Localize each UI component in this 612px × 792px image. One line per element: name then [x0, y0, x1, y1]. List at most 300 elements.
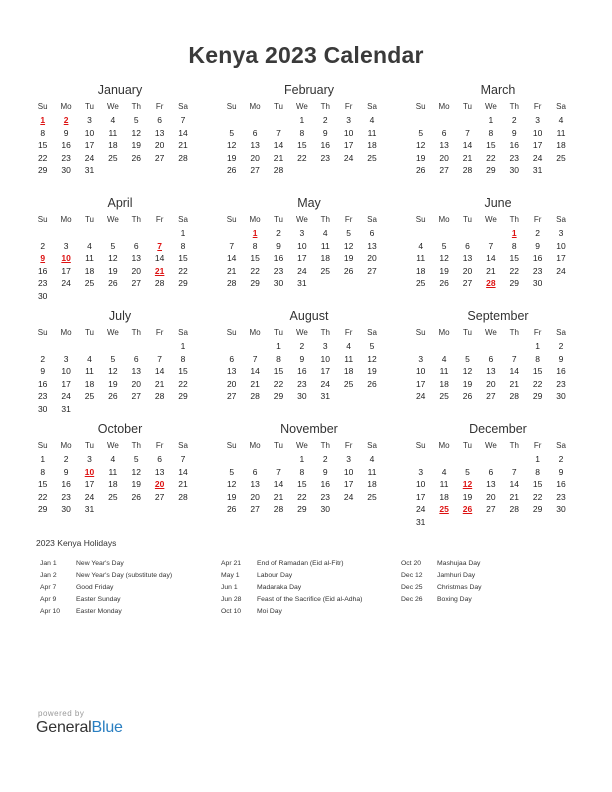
month-name: October — [97, 422, 143, 436]
day-cell: 26 — [226, 165, 237, 175]
day-cell: 18 — [108, 479, 118, 489]
day-cell: 16 — [556, 479, 566, 489]
empty-cell — [101, 227, 124, 240]
day-cell: 18 — [439, 378, 449, 389]
day-cell: 7 — [511, 466, 517, 477]
weekday-header: Tu — [273, 441, 283, 450]
day-cell: 14 — [462, 140, 473, 150]
weekday-header: Fr — [155, 328, 164, 337]
day-cell: 3 — [346, 454, 352, 464]
day-cell: 31 — [61, 403, 71, 414]
day-cell: 30 — [61, 165, 71, 175]
weekday-header: We — [484, 441, 497, 450]
month-october — [31, 421, 203, 534]
day-cell: 28 — [178, 152, 188, 163]
day-cell: 11 — [85, 366, 94, 376]
day-cell: 22 — [178, 265, 188, 276]
day-cell: 8 — [180, 240, 186, 251]
day-cell: 28 — [273, 504, 284, 514]
day-cell: 11 — [416, 253, 426, 263]
day-cell: 8 — [535, 353, 541, 364]
day-cell: 1 — [535, 341, 541, 351]
holiday-date: Jan 1 — [40, 560, 57, 567]
day-cell: 17 — [415, 378, 426, 389]
day-cell: 4 — [418, 240, 424, 251]
day-cell: 22 — [509, 265, 519, 276]
day-cell: 6 — [488, 466, 494, 477]
weekday-header: Tu — [84, 102, 94, 111]
day-cell: 15 — [178, 253, 188, 263]
weekday-header: Th — [509, 441, 519, 450]
day-cell: 30 — [37, 290, 48, 301]
day-cell: 20 — [367, 253, 377, 263]
day-cell: 10 — [556, 240, 566, 251]
holiday-name: Madaraka Day — [257, 584, 302, 591]
month-name: August — [289, 309, 329, 323]
day-cell: 28 — [154, 391, 165, 401]
day-cell: 13 — [250, 140, 260, 150]
holiday-row — [221, 570, 362, 582]
empty-cell — [432, 114, 455, 127]
day-cell: 21 — [462, 152, 473, 163]
day-cell: 12 — [462, 366, 473, 376]
day-cell: 10 — [415, 366, 426, 376]
day-cell: 17 — [84, 140, 95, 150]
month-november — [220, 421, 392, 534]
day-cell: 10 — [415, 479, 426, 489]
day-cell: 29 — [486, 165, 496, 175]
day-cell: 3 — [418, 466, 424, 477]
day-cell: 2 — [299, 341, 305, 351]
day-cell: 16 — [37, 378, 48, 389]
day-cell: 3 — [418, 353, 424, 364]
month-january — [31, 82, 203, 195]
weekday-header: We — [106, 441, 119, 450]
day-cell: 21 — [226, 265, 237, 276]
holiday-day: 9 — [40, 253, 46, 263]
holiday-name: End of Ramadan (Eid al-Fitr) — [257, 560, 344, 567]
weekday-header: Th — [131, 215, 141, 224]
day-cell: 31 — [297, 278, 307, 288]
day-cell: 13 — [486, 366, 496, 376]
weekday-header: Fr — [155, 215, 164, 224]
day-cell: 2 — [535, 228, 541, 238]
day-cell: 18 — [556, 140, 566, 150]
weekday-header: Sa — [178, 102, 188, 111]
day-cell: 18 — [84, 378, 95, 389]
weekday-header: Mo — [249, 441, 261, 450]
day-cell: 11 — [556, 127, 566, 138]
day-cell: 19 — [462, 378, 473, 389]
day-cell: 29 — [273, 391, 284, 401]
day-cell: 5 — [133, 115, 139, 125]
month-name: February — [283, 83, 335, 97]
day-cell: 27 — [250, 165, 260, 175]
day-cell: 6 — [229, 353, 235, 364]
day-cell: 2 — [40, 353, 46, 364]
holiday-date: Oct 20 — [401, 560, 422, 567]
day-cell: 8 — [488, 127, 494, 138]
empty-cell — [456, 227, 479, 240]
holiday-row — [40, 582, 172, 594]
day-cell: 26 — [131, 491, 141, 502]
day-cell: 22 — [37, 152, 48, 163]
month-september — [409, 308, 581, 421]
day-cell: 22 — [178, 378, 188, 389]
day-cell: 26 — [462, 391, 473, 401]
weekday-header: Tu — [273, 215, 283, 224]
day-cell: 27 — [439, 165, 449, 175]
empty-cell — [409, 114, 432, 127]
day-cell: 1 — [180, 341, 186, 351]
empty-cell — [456, 453, 479, 466]
weekday-header: Tu — [84, 328, 94, 337]
day-cell: 5 — [110, 353, 116, 364]
day-cell: 18 — [439, 491, 449, 502]
day-cell: 16 — [61, 479, 71, 489]
day-cell: 6 — [441, 127, 447, 138]
day-cell: 30 — [37, 403, 48, 414]
day-cell: 6 — [488, 353, 494, 364]
month-february — [220, 82, 392, 195]
day-cell: 15 — [532, 366, 543, 376]
weekday-header: Mo — [249, 215, 261, 224]
day-cell: 14 — [273, 479, 284, 489]
day-cell: 12 — [131, 127, 141, 138]
day-cell: 27 — [154, 152, 165, 163]
day-cell: 19 — [131, 479, 141, 489]
weekday-header: Mo — [249, 328, 261, 337]
day-cell: 29 — [532, 504, 543, 514]
weekday-header: Mo — [60, 215, 72, 224]
day-cell: 9 — [535, 240, 541, 251]
day-cell: 29 — [509, 278, 519, 288]
holiday-row — [401, 570, 482, 582]
holiday-name: Easter Sunday — [76, 596, 121, 603]
day-cell: 6 — [252, 127, 258, 138]
day-cell: 19 — [108, 378, 118, 389]
weekday-header: Fr — [533, 215, 542, 224]
weekday-header: Su — [415, 328, 426, 337]
weekday-header: Fr — [533, 102, 542, 111]
empty-cell — [220, 453, 243, 466]
day-cell: 10 — [343, 466, 354, 477]
day-cell: 23 — [61, 152, 71, 163]
day-cell: 3 — [87, 115, 92, 125]
day-cell: 7 — [157, 353, 163, 364]
day-cell: 20 — [226, 378, 237, 389]
holiday-day: 1 — [511, 228, 517, 238]
day-grid — [409, 439, 581, 528]
day-grid — [220, 100, 392, 177]
day-grid — [31, 213, 203, 302]
day-cell: 20 — [131, 378, 141, 389]
day-cell: 1 — [535, 454, 541, 464]
holiday-day: 20 — [154, 479, 165, 489]
day-cell: 12 — [226, 479, 237, 489]
day-cell: 28 — [154, 278, 165, 288]
day-cell: 17 — [297, 253, 307, 263]
month-name: April — [107, 196, 133, 210]
empty-cell — [243, 453, 266, 466]
day-cell: 12 — [415, 140, 426, 150]
empty-cell — [31, 227, 54, 240]
day-cell: 13 — [131, 253, 141, 263]
holiday-date: Apr 10 — [40, 608, 61, 615]
empty-cell — [267, 114, 290, 127]
day-cell: 9 — [63, 127, 69, 138]
day-cell: 11 — [85, 253, 94, 263]
day-cell: 15 — [509, 253, 519, 263]
day-cell: 3 — [299, 228, 305, 238]
day-cell: 23 — [556, 378, 566, 389]
empty-cell — [479, 227, 502, 240]
day-cell: 21 — [486, 265, 496, 276]
day-cell: 16 — [61, 140, 71, 150]
day-cell: 19 — [226, 152, 237, 163]
day-cell: 4 — [110, 454, 116, 464]
day-cell: 30 — [297, 391, 307, 401]
day-cell: 3 — [535, 115, 541, 125]
holidays-title: 2023 Kenya Holidays — [36, 538, 117, 548]
day-cell: 5 — [465, 353, 470, 364]
day-cell: 2 — [322, 115, 328, 125]
weekday-header: Sa — [367, 102, 377, 111]
day-cell: 29 — [532, 391, 543, 401]
weekday-header: Su — [226, 441, 237, 450]
day-cell: 6 — [369, 228, 375, 238]
day-cell: 18 — [108, 140, 118, 150]
day-cell: 8 — [299, 127, 305, 138]
day-cell: 20 — [439, 152, 449, 163]
day-cell: 28 — [250, 391, 260, 401]
day-cell: 20 — [486, 378, 496, 389]
weekday-header: Fr — [344, 215, 353, 224]
day-cell: 5 — [465, 466, 470, 477]
day-cell: 9 — [40, 366, 46, 376]
day-cell: 4 — [369, 454, 375, 464]
weekday-header: Fr — [533, 328, 542, 337]
day-cell: 2 — [40, 240, 46, 251]
day-cell: 5 — [110, 240, 116, 251]
day-cell: 22 — [250, 265, 260, 276]
day-cell: 16 — [320, 479, 330, 489]
day-cell: 1 — [40, 454, 46, 464]
empty-cell — [409, 227, 432, 240]
empty-cell — [479, 340, 502, 353]
weekday-header: Tu — [462, 215, 472, 224]
day-cell: 28 — [273, 165, 284, 175]
weekday-header: Tu — [462, 328, 472, 337]
holiday-row — [221, 594, 362, 606]
day-cell: 28 — [509, 391, 519, 401]
weekday-header: Fr — [155, 102, 164, 111]
day-cell: 22 — [273, 378, 284, 389]
day-cell: 7 — [180, 115, 186, 125]
day-cell: 4 — [441, 353, 447, 364]
day-cell: 15 — [297, 140, 307, 150]
day-grid — [409, 213, 581, 290]
day-cell: 2 — [558, 454, 564, 464]
holiday-day: 10 — [61, 253, 71, 263]
weekday-header: We — [106, 215, 119, 224]
holiday-day: 25 — [439, 504, 449, 514]
day-cell: 16 — [532, 253, 543, 263]
empty-cell — [243, 114, 266, 127]
month-name: July — [108, 309, 132, 323]
day-cell: 1 — [276, 341, 281, 351]
day-cell: 17 — [556, 253, 566, 263]
weekday-header: We — [295, 328, 308, 337]
day-cell: 24 — [343, 152, 354, 163]
day-cell: 14 — [154, 366, 165, 376]
month-may — [220, 195, 392, 308]
day-cell: 15 — [273, 366, 284, 376]
months-grid — [31, 82, 583, 534]
weekday-header: We — [484, 328, 497, 337]
day-cell: 4 — [441, 466, 447, 477]
day-cell: 31 — [84, 504, 95, 514]
holiday-date: Apr 7 — [40, 584, 57, 591]
day-cell: 15 — [250, 253, 260, 263]
empty-cell — [31, 340, 54, 353]
holiday-name: Jamhuri Day — [437, 572, 476, 579]
day-cell: 19 — [343, 253, 354, 263]
day-cell: 15 — [486, 140, 496, 150]
weekday-header: Su — [226, 215, 237, 224]
weekday-header: Su — [37, 102, 48, 111]
day-cell: 11 — [367, 466, 377, 477]
day-cell: 30 — [556, 391, 566, 401]
empty-cell — [432, 340, 455, 353]
month-december — [409, 421, 581, 534]
empty-cell — [220, 227, 243, 240]
day-cell: 1 — [180, 228, 186, 238]
day-grid — [220, 326, 392, 403]
weekday-header: Su — [415, 102, 426, 111]
holiday-row — [221, 582, 362, 594]
day-cell: 19 — [462, 491, 473, 502]
day-cell: 13 — [439, 140, 449, 150]
day-cell: 8 — [40, 466, 46, 477]
holiday-name: Feast of the Sacrifice (Eid al-Adha) — [257, 596, 363, 603]
day-grid — [31, 326, 203, 415]
day-cell: 21 — [154, 378, 165, 389]
day-cell: 3 — [63, 240, 69, 251]
day-cell: 3 — [87, 454, 92, 464]
weekday-header: Su — [226, 102, 237, 111]
day-cell: 7 — [465, 127, 470, 138]
weekday-header: Sa — [556, 215, 566, 224]
month-name: January — [97, 83, 143, 97]
weekday-header: Th — [509, 215, 519, 224]
day-cell: 4 — [346, 341, 352, 351]
day-cell: 23 — [37, 391, 48, 401]
empty-cell — [432, 227, 455, 240]
day-cell: 29 — [297, 504, 307, 514]
day-cell: 18 — [367, 479, 377, 489]
day-cell: 22 — [532, 491, 543, 502]
day-cell: 17 — [343, 479, 354, 489]
weekday-header: Su — [226, 328, 237, 337]
day-cell: 25 — [367, 152, 377, 163]
day-cell: 27 — [250, 504, 260, 514]
day-cell: 21 — [509, 378, 519, 389]
holiday-name: Easter Monday — [76, 608, 122, 615]
weekday-header: Tu — [84, 441, 94, 450]
day-cell: 13 — [250, 479, 260, 489]
weekday-header: Sa — [367, 328, 377, 337]
empty-cell — [148, 340, 171, 353]
day-cell: 13 — [131, 366, 141, 376]
day-cell: 29 — [178, 278, 188, 288]
day-cell: 21 — [273, 152, 284, 163]
weekday-header: Mo — [438, 215, 450, 224]
day-cell: 26 — [108, 278, 118, 288]
day-grid — [31, 439, 203, 516]
holiday-row — [40, 570, 172, 582]
day-cell: 24 — [61, 391, 71, 401]
holiday-row — [221, 558, 362, 570]
holiday-name: New Year's Day (substitute day) — [76, 572, 173, 579]
day-cell: 21 — [178, 140, 188, 150]
weekday-header: We — [295, 215, 308, 224]
day-cell: 22 — [486, 152, 496, 163]
holiday-date: Jan 2 — [40, 572, 57, 579]
day-cell: 3 — [322, 341, 328, 351]
day-cell: 20 — [154, 140, 165, 150]
brand-logo[interactable] — [36, 719, 123, 737]
day-cell: 2 — [322, 454, 328, 464]
day-cell: 15 — [532, 479, 543, 489]
weekday-header: Sa — [178, 215, 188, 224]
day-cell: 23 — [273, 265, 284, 276]
day-cell: 12 — [367, 353, 377, 364]
day-cell: 10 — [320, 353, 330, 364]
day-cell: 14 — [178, 466, 188, 477]
day-cell: 17 — [343, 140, 354, 150]
day-cell: 11 — [367, 127, 377, 138]
day-cell: 11 — [108, 127, 118, 138]
day-cell: 27 — [131, 391, 141, 401]
day-cell: 13 — [226, 366, 237, 376]
day-cell: 16 — [37, 265, 48, 276]
day-cell: 24 — [556, 265, 566, 276]
weekday-header: We — [106, 328, 119, 337]
brand-blue: Blue — [91, 719, 123, 736]
day-cell: 11 — [439, 479, 449, 489]
weekday-header: Su — [37, 215, 48, 224]
month-name: June — [484, 196, 512, 210]
day-cell: 26 — [131, 152, 141, 163]
weekday-header: Mo — [438, 441, 450, 450]
weekday-header: Th — [131, 102, 141, 111]
holiday-date: Oct 10 — [221, 608, 242, 615]
empty-cell — [409, 453, 432, 466]
weekday-header: Su — [37, 328, 48, 337]
day-cell: 14 — [178, 127, 188, 138]
day-grid — [220, 213, 392, 290]
day-cell: 7 — [252, 353, 258, 364]
weekday-header: Th — [320, 102, 330, 111]
empty-cell — [409, 340, 432, 353]
day-cell: 27 — [226, 391, 237, 401]
day-cell: 19 — [131, 140, 141, 150]
day-cell: 9 — [558, 353, 564, 364]
day-cell: 10 — [84, 127, 95, 138]
holiday-name: Labour Day — [257, 572, 293, 579]
day-cell: 5 — [346, 228, 352, 238]
